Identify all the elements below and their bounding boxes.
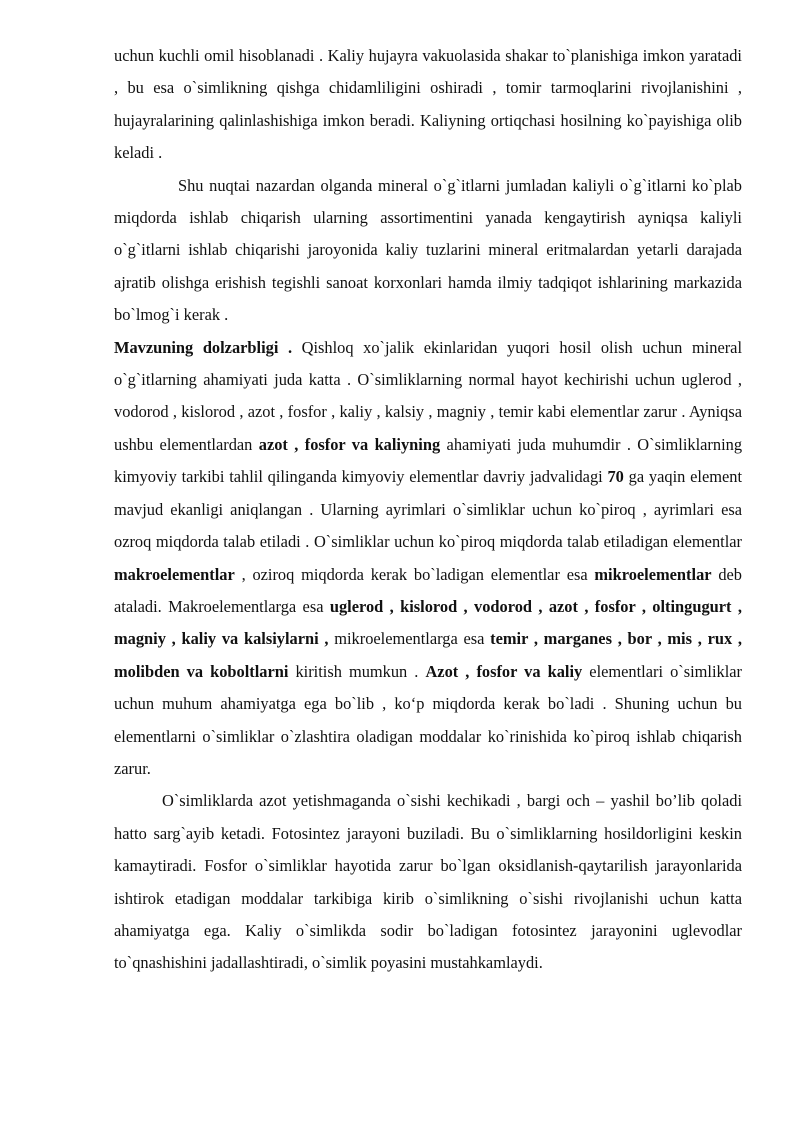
text-run: O`simliklarda azot yetishmaganda o`sishi kechikadi , bargi och – yashil bo’lib qoladi hatto sarg`ayib ketadi. Fotosintez jarayoni buziladi. Bu o`simliklarning hosildorligini keskin kamaytiradi. Fosfor o`simliklar hayotida zarur bo`lgan oksidlanish-qaytarilish jarayonlarida ishtirok etadigan moddalar tarkibiga kirib o`simlikning o`sishi rivojlanishi uchun katta ahamiyatga ega. Kaliy o`simlikda sodir bo`ladigan fotosintez jarayonini uglevodlar to`qnashishini jadallashtiradi, o`simlik poyasini mustahkamlaydi. — [114, 791, 742, 973]
bold-text-run: uglerod , kislorod , vodorod , azot , fosfor , oltingugurt , magniy , kaliy va kalsiylarni , — [114, 596, 742, 649]
text-run: deb ataladi. Makroelementlarga esa — [114, 564, 742, 616]
paragraph-kaliy-intro — [114, 40, 742, 170]
text-run: , oziroq miqdorda kerak bo`ladigan elementlar esa — [234, 564, 595, 584]
bold-text-run: makroelementlar — [114, 564, 235, 584]
bold-text-run: mikroelementlar — [594, 564, 712, 584]
paragraph-mavzuning-dolzarbligi — [114, 332, 742, 786]
bold-text-run: Azot , fosfor va kaliy — [425, 661, 583, 681]
text-run: ahamiyati juda muhumdir . O`simliklarning kimyoviy tarkibi tahlil qilinganda kimyoviy elementlar davriy jadvalidagi — [114, 434, 743, 487]
text-run: elementlari o`simliklar uchun muhum ahamiyatga ega bo`lib , ko‘p miqdorda kerak bo`ladi . Shuning uchun bu elementlarni o`simliklar o`zlashtira oladigan moddalar ko`rinishida ko`piroq ishlab chiqarish zarur. — [114, 661, 742, 778]
bold-text-run: azot , fosfor va kaliyning — [258, 434, 441, 454]
text-run: Qishloq xo`jalik ekinlaridan yuqori hosil olish uchun mineral o`g`itlarning ahamiyati juda katta . O`simliklarning normal hayot kechirishi uchun uglerod , vodorod , kislorod , azot , fosfor , kaliy , kalsiy , magniy , temir kabi elementlar zarur . Ayniqsa ushbu elementlardan — [114, 337, 743, 454]
paragraph-mineral-ogitlar — [114, 170, 742, 332]
text-run: mikroelementlarga esa — [328, 629, 491, 649]
text-run: Shu nuqtai nazardan olganda mineral o`g`itlarni jumladan kaliyli o`g`itlarni ko`plab miqdorda ishlab chiqarish ularning assortimentini yanada kengaytirish ayniqsa kaliyli o`g`itlarni ishlab chiqarishi jaroyonida kaliy tuzlarini mineral eritmalardan yetarli darajada ajratib olishga erishish tegishli sanoat korxonlari hamda ilmiy tadqiqot ishlarining markazida bo`lmog`i kerak . — [114, 175, 742, 325]
paragraph-azot-yetishmasligi — [114, 785, 742, 979]
document-page — [114, 40, 742, 980]
text-run: kiritish mumkun . — [288, 661, 426, 681]
text-run: uchun kuchli omil hisoblanadi . Kaliy hujayra vakuolasida shakar to`planishiga imkon yaratadi , bu esa o`simlikning qishga chidamliligini oshiradi , tomir tarmoqlarini rivojlanishini , hujayralarining qalinlashishiga imkon beradi. Kaliyning ortiqchasi hosilning ko`payishiga olib keladi . — [114, 46, 742, 163]
bold-text-run: 70 — [607, 467, 624, 487]
bold-text-run: Mavzuning dolzarbligi . — [114, 337, 293, 357]
bold-text-run: temir , marganes , bor , mis , rux , molibden va koboltlarni — [114, 629, 742, 681]
text-run: ga yaqin element mavjud ekanligi aniqlangan . Ularning ayrimlari o`simliklar uchun ko`piroq , ayrimlari esa ozroq miqdorda talab etiladi . O`simliklar uchun ko`piroq miqdorda talab etiladigan elementlar — [114, 467, 742, 552]
